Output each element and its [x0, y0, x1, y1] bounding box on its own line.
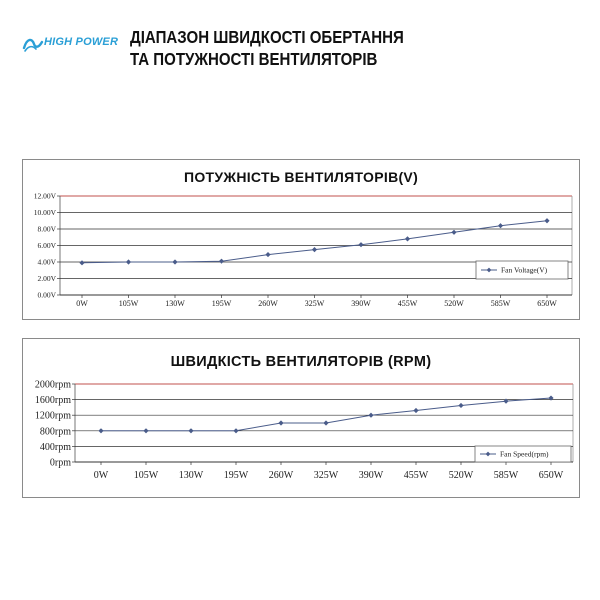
voltage-x-tick-label: 260W: [258, 299, 278, 308]
speed-chart-panel: [22, 338, 580, 498]
speed-data-point: [98, 428, 103, 433]
page-title-line-1: ДІАПАЗОН ШВИДКОСТІ ОБЕРТАННЯ: [130, 27, 404, 47]
voltage-x-tick-label: 195W: [211, 299, 232, 308]
voltage-x-tick-label: 130W: [165, 299, 185, 308]
speed-series-line: [101, 398, 551, 431]
voltage-chart-panel: [22, 159, 580, 320]
speed-y-tick-label: 0rpm: [49, 457, 71, 469]
speed-data-point: [413, 408, 418, 413]
speed-data-point: [143, 428, 148, 433]
voltage-chart-title: ПОТУЖНІСТЬ ВЕНТИЛЯТОРІВ(V): [183, 169, 419, 185]
voltage-x-tick-label: 105W: [118, 299, 139, 308]
voltage-x-tick-label: 0W: [76, 299, 88, 308]
page-title: [130, 26, 448, 70]
voltage-data-point: [544, 218, 549, 223]
speed-data-point: [323, 420, 328, 425]
speed-x-tick-label: 390W: [358, 470, 384, 481]
voltage-y-tick-label: 4.00V: [37, 257, 56, 267]
voltage-x-tick-label: 455W: [397, 299, 418, 308]
page-header: [22, 26, 582, 76]
voltage-y-tick-label: 12.00V: [33, 191, 56, 201]
voltage-data-point: [358, 242, 363, 247]
speed-y-tick-label: 1600rpm: [34, 395, 71, 407]
voltage-x-tick-label: 390W: [351, 299, 371, 308]
speed-x-tick-label: 195W: [223, 470, 249, 481]
voltage-data-point: [126, 259, 131, 264]
speed-y-tick-label: 1200rpm: [34, 410, 71, 422]
speed-y-tick-label: 2000rpm: [34, 379, 71, 391]
voltage-y-tick-label: 10.00V: [33, 208, 56, 218]
voltage-x-tick-label: 325W: [304, 299, 325, 308]
speed-data-point: [188, 428, 193, 433]
speed-data-point: [458, 403, 463, 408]
page-title-line-2: ТА ПОТУЖНОСТІ ВЕНТИЛЯТОРІВ: [130, 49, 378, 69]
voltage-x-tick-label: 585W: [490, 299, 511, 308]
speed-chart: [23, 339, 579, 497]
speed-x-tick-label: 520W: [448, 470, 474, 481]
speed-x-tick-label: 650W: [538, 470, 564, 481]
voltage-y-tick-label: 8.00V: [37, 224, 56, 234]
speed-y-tick-label: 800rpm: [39, 426, 71, 438]
speed-data-point: [368, 413, 373, 418]
voltage-data-point: [451, 230, 456, 235]
brand-wave-icon: [22, 34, 44, 54]
voltage-data-point: [498, 223, 503, 228]
speed-x-tick-label: 455W: [403, 470, 429, 481]
voltage-y-tick-label: 6.00V: [37, 241, 56, 251]
voltage-y-tick-label: 0.00V: [37, 290, 56, 300]
voltage-data-point: [405, 236, 410, 241]
speed-x-tick-label: 585W: [493, 470, 519, 481]
voltage-data-point: [312, 247, 317, 252]
speed-legend-label: Fan Speed(rpm): [500, 449, 549, 459]
voltage-y-tick-label: 2.00V: [37, 274, 56, 284]
speed-data-point: [278, 420, 283, 425]
voltage-legend-label: Fan Voltage(V): [501, 265, 548, 275]
speed-x-tick-label: 325W: [313, 470, 339, 481]
voltage-x-tick-label: 650W: [537, 299, 557, 308]
voltage-data-point: [265, 252, 270, 257]
brand-name: HIGH POWER: [44, 36, 119, 48]
speed-data-point: [233, 428, 238, 433]
voltage-data-point: [172, 259, 177, 264]
speed-x-tick-label: 260W: [268, 470, 294, 481]
voltage-x-tick-label: 520W: [444, 299, 464, 308]
speed-x-tick-label: 130W: [178, 470, 204, 481]
voltage-chart: [23, 160, 579, 319]
brand-logo: [22, 34, 126, 54]
voltage-data-point: [79, 260, 84, 265]
speed-x-tick-label: 0W: [93, 470, 109, 481]
speed-chart-title: ШВИДКІСТЬ ВЕНТИЛЯТОРІВ (RPM): [170, 354, 432, 370]
speed-y-tick-label: 400rpm: [39, 441, 71, 453]
voltage-series-line: [82, 221, 547, 263]
voltage-data-point: [219, 259, 224, 264]
speed-x-tick-label: 105W: [133, 470, 159, 481]
